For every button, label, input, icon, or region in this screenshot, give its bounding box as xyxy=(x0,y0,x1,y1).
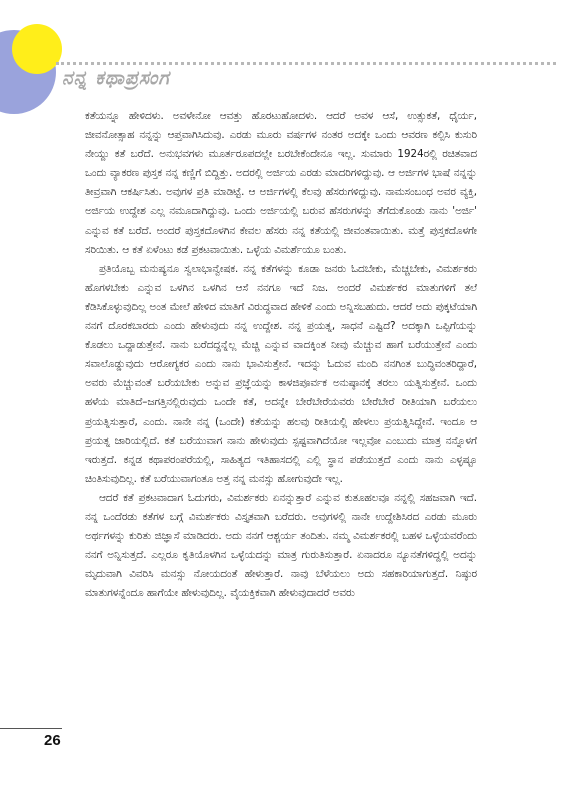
paragraph: ಆದರೆ ಕತೆ ಪ್ರಕಟವಾದಾಗ ಓದುಗರು, ವಿಮರ್ಶಕರು ಏನನ್ನುತ್ತಾರೆ ಎನ್ನುವ ಕುತೂಹಲವೂ ನನ್ನಲ್ಲಿ ಸಹಜವಾಗಿ ಇದೆ. ನನ್ನ ಒಂದೆರಡು ಕತೆಗಳ ಬಗ್ಗೆ ವಿಮರ್ಶಕರು ವಿಸ್ತೃತವಾಗಿ ಬರೆದರು. ಅವುಗಳಲ್ಲಿ ನಾನೇ ಉದ್ದೇಶಿಸಿರದ ಎರಡು ಮೂರು ಅರ್ಥಗಳನ್ನು ಕುರಿತು ಜಿಜ್ಞಾಸೆ ಮಾಡಿದರು. ಅದು ನನಗೆ ಆಶ್ಚರ್ಯ ತಂದಿತು. ನಮ್ಮ ವಿಮರ್ಶಕರಲ್ಲಿ ಬಹಳ ಒಳ್ಳೆಯವರೆಂದು ನನಗೆ ಅನ್ನಿಸುತ್ತದೆ. ಎಲ್ಲರೂ ಕೃತಿಯೊಳಗಿನ ಒಳ್ಳೆಯದನ್ನು ಮಾತ್ರ ಗುರುತಿಸುತ್ತಾರೆ. ಏನಾದರೂ ನ್ಯೂನತೆಗಳಿದ್ದಲ್ಲಿ ಅದನ್ನು ಮೃದುವಾಗಿ ವಿವರಿಸಿ ಮನಸ್ಸು ನೋಯದಂತೆ ಹೇಳುತ್ತಾರೆ. ನಾವು ಬೆಳೆಯಲು ಅದು ಸಹಕಾರಿಯಾಗುತ್ತದೆ. ನಿಷ್ಠುರ ಮಾತುಗಳನ್ನೆಂದೂ ಹಾಗೆಯೇ ಹೇಳುವುದಿಲ್ಲ. ವೈಯಕ್ತಿಕವಾಗಿ ಹೇಳುವುದಾದರೆ ಅವರು xyxy=(85,491,477,600)
paragraph: ಕತೆಯನ್ನೂ ಹೇಳಿದಳು. ಅವಳೇನೋ ಆವತ್ತು ಹೊರಟುಹೋದಳು. ಆದರೆ ಅವಳ ಆಸೆ, ಉತ್ಸುಕತೆ, ಧೈರ್ಯ, ಜೀವನೋತ್ಸಾಹ ನನ್ನನ್ನು ಆಪ್ತವಾಗಿಸಿದುವು. ಎರಡು ಮೂರು ವರ್ಷಗಳ ನಂತರ ಅದಕ್ಕೇ ಒಂದು ಆವರಣ ಕಲ್ಪಿಸಿ ಕುಸುರಿ ನೇಯ್ದು ಕತೆ ಬರೆದೆ. ಅನುಭವಗಳು ಮೂರ್ತರೂಪದಲ್ಲೇ ಬರಬೇಕೆಂದೇನೂ ಇಲ್ಲ. ಸುಮಾರು 1924ರಲ್ಲಿ ರಚಿತವಾದ ಒಂದು ವ್ಯಾಕರಣ ಪುಸ್ತಕ ನನ್ನ ಕಣ್ಣಿಗೆ ಬಿದ್ದಿತ್ತು. ಅದರಲ್ಲಿ ಅರ್ಜಿಯ ಎರಡು ಮಾದರಿಗಳಿದ್ದುವು. ಆ ಅರ್ಜಿಗಳ ಭಾಷೆ ನನ್ನನ್ನು ತೀವ್ರವಾಗಿ ಆಕರ್ಷಿಸಿತು. ಅವುಗಳ ಪ್ರತಿ ಮಾಡಿಟ್ಟೆ. ಆ ಅರ್ಜಿಗಳಲ್ಲಿ ಕೆಲವು ಹೆಸರುಗಳಿದ್ದುವು. ನಾಮಸಂಬಂಧ ಅವರ ವ್ಯಕ್ತಿ, ಅರ್ಜಿಯ ಉದ್ದೇಶ ಎಲ್ಲ ನಮೂದಾಗಿದ್ದುವು. ಒಂದು ಅರ್ಜಿಯಲ್ಲಿ ಬರುವ ಹೆಸರುಗಳನ್ನು ತೆಗೆದುಕೊಂಡು ನಾನು 'ಅರ್ಜಿ' ಎನ್ನುವ ಕತೆ ಬರೆದೆ. ಅಂದರೆ ಪುಸ್ತಕದೊಳಗಿನ ಕೇವಲ ಹೆಸರು ನನ್ನ ಕತೆಯಲ್ಲಿ ಜೀವಂತವಾಯಿತು. ಮತ್ತೆ ಪುಸ್ತಕದೊಳಗೇ ಸರಿಯಿತು. ಆ ಕತೆ ಏಳೆಂಟು ಕಡೆ ಪ್ರಕಟವಾಯಿತು. ಒಳ್ಳೆಯ ವಿಮರ್ಶೆಯೂ ಬಂತು. xyxy=(85,110,477,256)
header-dotted-rule xyxy=(56,62,556,65)
body-text xyxy=(85,107,477,603)
decorative-yellow-circle xyxy=(12,24,62,74)
running-header-title: ನನ್ನ ಕಥಾಪ್ರಸಂಗ xyxy=(62,67,170,89)
page-number: 26 xyxy=(44,732,61,749)
paragraph: ಪ್ರತಿಯೊಬ್ಬ ಮನುಷ್ಯನೂ ಸ್ವಲಾಭಾನ್ವೇಷಕ. ನನ್ನ ಕತೆಗಳನ್ನು ಕೂಡಾ ಜನರು ಓದಬೇಕು, ಮೆಚ್ಚಬೇಕು, ವಿಮರ್ಶಕರು ಹೊಗಳಬೇಕು ಎನ್ನುವ ಒಳಗಿನ ಒಳಗಿನ ಆಸೆ ನನಗೂ ಇದೆ ನಿಜ. ಅಂದರೆ ವಿಮರ್ಶಕರ ಮಾತುಗಳಿಗೆ ತಲೆ ಕೆಡಿಸಿಕೊಳ್ಳುವುದಿಲ್ಲ ಅಂತ ಮೇಲೆ ಹೇಳಿದ ಮಾತಿಗೆ ವಿರುದ್ಧವಾದ ಹೇಳಿಕೆ ಎಂದು ಅನ್ನಿಸಬಹುದು. ಆದರೆ ಅದು ಪುಕ್ಕಟೆಯಾಗಿ ನನಗೆ ದೊರಕಬಾರದು ಎಂದು ಹೇಳುವುದು ನನ್ನ ಉದ್ದೇಶ. ನನ್ನ ಪ್ರಯತ್ನ, ಸಾಧನೆ ಎಷ್ಟಿದೆ? ಅದಕ್ಕಾಗಿ ಒಪ್ಪಿಗೆಯನ್ನು ಕೊಡಲು ಒದ್ದಾಡುತ್ತೇನೆ. ನಾನು ಬರೆದದ್ದನ್ನೆಲ್ಲ ಮೆಚ್ಚಿ ಎನ್ನುವ ವಾದಕ್ಕಿಂತ ನೀವು ಮೆಚ್ಚುವ ಹಾಗೆ ಬರೆಯುತ್ತೇನೆ ಎಂದು ಸವಾಲೊಡ್ಡುವುದು ಆರೋಗ್ಯಕರ ಎಂದು ನಾನು ಭಾವಿಸುತ್ತೇನೆ. ಇದನ್ನು ಓದುವ ಮಂದಿ ನನಗಿಂತ ಬುದ್ಧಿವಂತರಿದ್ದಾರೆ, ಅವರು ಮೆಚ್ಚುವಂತೆ ಬರೆಯಬೇಕು ಅನ್ನುವ ಪ್ರಜ್ಞೆಯನ್ನು ಕಾಳಜಿಪೂರ್ವಕ ಅನುಷ್ಠಾನಕ್ಕೆ ತರಲು ಯತ್ನಿಸುತ್ತೇನೆ. ಒಂದು ಹಳೆಯ ಮಾತಿದೆ–ಜಗತ್ತಿನಲ್ಲಿರುವುದು ಒಂದೇ ಕತೆ, ಅದನ್ನೇ ಬೇರೆಬೇರೆಯವರು ಬೇರೆಬೇರೆ ರೀತಿಯಾಗಿ ಬರೆಯಲು ಪ್ರಯತ್ನಿಸುತ್ತಾರೆ, ಎಂದು. ನಾನೇ ನನ್ನ (ಒಂದೇ) ಕತೆಯನ್ನು ಹಲವು ರೀತಿಯಲ್ಲಿ ಹೇಳಲು ಪ್ರಯತ್ನಿಸಿದ್ದೇನೆ. ಇಂದೂ ಆ ಪ್ರಯತ್ನ ಜಾರಿಯಲ್ಲಿದೆ. ಕತೆ ಬರೆಯುವಾಗ ನಾನು ಹೇಳುವುದು ಸ್ಪಷ್ಟವಾಗಿದೆಯೋ ಇಲ್ಲವೋ ಎಂಬುದು ಮಾತ್ರ ನನ್ನೊಳಗೆ ಇರುತ್ತದೆ. ಕನ್ನಡ ಕಥಾಪರಂಪರೆಯಲ್ಲಿ, ಸಾಹಿತ್ಯದ ಇತಿಹಾಸದಲ್ಲಿ ಎಲ್ಲಿ ಸ್ಥಾನ ಪಡೆಯುತ್ತದೆ ಎಂದು ನಾನು ಎಳ್ಳಷ್ಟೂ ಚಿಂತಿಸುವುದಿಲ್ಲ. ಕತೆ ಬರೆಯುವಾಗಂತೂ ಅತ್ತ ನನ್ನ ಮನಸ್ಸು ಹೋಗುವುದೇ ಇಲ್ಲ. xyxy=(85,262,477,485)
page-number-rule xyxy=(0,728,62,729)
